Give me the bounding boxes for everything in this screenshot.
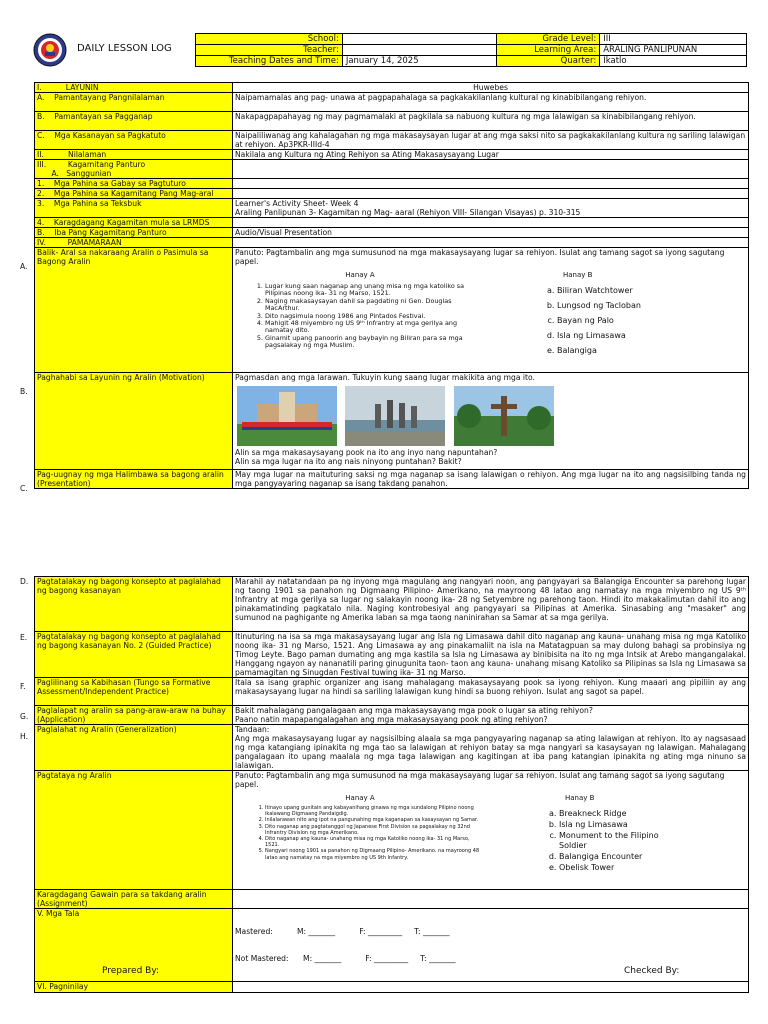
row-label: 2. Mga Pahina sa Kagamitang Pang Mag-aral xyxy=(35,189,233,199)
row-content: Audio/Visual Presentation xyxy=(233,228,749,238)
row-content: Learner's Activity Sheet- Week 4 Araling Panlipunan 3- Kagamitan ng Mag- aaral (Rehiyon VIII- Silangan Visayas) p. 310-315 xyxy=(233,199,749,218)
assessment-hanay-b xyxy=(515,794,705,874)
row-d-content: Marahil ay natatandaan pa ng inyong mga magulang ang nangyari noon, ang pangyayari sa Balangiga Encounter sa parehong lugar ng taong 1901 sa panahon ng Digmaang Pilipino- Amerikano, na mayroong 48 latao ang namatay na mga miyembro ng US 9ᵗʰ Infrantry at mga gerilya sa lugar ng salakayin noong ika- 28 ng Setyembre ng parehong taon. Hindi ito makakalimutan dahil ito ang pinakamatinding pagkatalo nila. Naging kontrobesiyal ang pangyayari sa Pilipinas at Amerika. Sinasabing ang "masaker" ang sumunod na paghigante ng Amerika laban sa mga taong naninirahan sa Samar at sa mga gerilya. xyxy=(233,577,749,632)
quarter-value: Ikatlo xyxy=(600,56,747,67)
row-h-label: Paglalahat ng Aralin (Generalization) xyxy=(35,725,233,771)
row-C xyxy=(35,470,749,489)
assignment-label: Karagdagang Gawain para sa takdang aralin (Assignment) xyxy=(35,890,233,909)
dates-value: January 14, 2025 xyxy=(342,56,497,67)
teacher-value xyxy=(342,45,497,56)
row-i-content xyxy=(233,771,749,890)
row-c-label: Pag-uugnay ng mga Halimbawa sa bagong aralin (Presentation) xyxy=(35,470,233,489)
row-label: 4. Karagdagang Kagamitan mula sa LRMDS xyxy=(35,218,233,228)
assessment-hanay-a-title: Hanay A xyxy=(345,794,375,802)
row-H xyxy=(35,725,749,771)
hanay-a-title: Hanay A xyxy=(345,271,375,279)
quarter-label: Quarter: xyxy=(497,56,600,67)
row-h-body: Ang mga makasaysayang lugar ay nagsisilbing alaala sa mga pangyayaring naganap sa ating lalawigan at rehiyon. Ito ay nagsasaad ng mga katangiang ipinakita ng mga tao sa lalawigan at rehiyon batay sa mga nangyari sa kasaysayan ng lalawigan. Mahalagang pangalagaan ito upang maalala ng mga taga lalawigan ang kagitingan at iba pang katangian ipinakita ng ating mga ninuno sa lalawigan. xyxy=(235,734,746,770)
list-item: d. Balangiga Encounter xyxy=(559,852,669,863)
letter-h: H. xyxy=(20,732,28,741)
row-label: A. Pamantayang Pangnilalaman xyxy=(35,93,233,112)
table-row xyxy=(35,179,749,189)
mastered-line: Mastered: M: _______ F: _________ T: _______ xyxy=(235,927,450,936)
list-item: 5. Ginamit upang panoorin ang baybayin ng Biliran para sa mga pagsalakay ng mga Muslim. xyxy=(265,335,485,350)
row-content: Huwebes xyxy=(233,83,749,93)
row-f-label: Paglilinang sa Kabihasan (Tungo sa Formative Assessment/Independent Practice) xyxy=(35,678,233,706)
list-item: d. Isla ng Limasawa xyxy=(557,328,697,343)
row-label: II. Nilalaman xyxy=(35,150,233,160)
table-row xyxy=(35,112,749,131)
row-content xyxy=(233,160,749,179)
row-d-label: Pagtatalakay ng bagong konsepto at paglalahad ng bagong kasanayan xyxy=(35,577,233,632)
letter-g: G. xyxy=(20,712,29,721)
row-VI xyxy=(35,982,749,993)
row-h-title: Tandaan: xyxy=(235,725,270,734)
assignment-content xyxy=(233,890,749,909)
photo-monument xyxy=(237,386,337,446)
list-item: e. Balangiga xyxy=(557,343,697,358)
list-item: c. Monument to the Filipino Soldier xyxy=(559,831,669,853)
list-item: a. Breakneck Ridge xyxy=(559,809,669,820)
row-I xyxy=(35,771,749,890)
letter-f: F. xyxy=(20,682,26,691)
row-i-label: Pagtataya ng Aralin xyxy=(35,771,233,890)
row-h-content xyxy=(233,725,749,771)
deped-seal xyxy=(33,33,67,67)
row-label: 3. Mga Pahina sa Teksbuk xyxy=(35,199,233,218)
list-item: 4. Mahigit 48 miyembro ng US 9ᵗʰ Infrantry at mga gerilya ang namatay dito. xyxy=(265,320,485,335)
row-assignment xyxy=(35,890,749,909)
row-f-content: Itala sa isang graphic organizer ang isang mahalagang makasaysayang pook sa iyong rehiyon. Kung maaari ang pipiliin ay ang makasaysayang lugar na hindi sa sariling lalawigan kung hindi sa buong rehiyon. Isulat ang sagot sa papel. xyxy=(233,678,749,706)
row-label: I. LAYUNIN xyxy=(35,83,233,93)
row-label: 1. Mga Pahina sa Gabay sa Pagtuturo xyxy=(35,179,233,189)
row-G xyxy=(35,706,749,725)
list-item: 3. Dito nagsimula noong 1986 ang Pintados Festival. xyxy=(265,313,485,320)
row-label: C. Mga Kasanayan sa Pagkatuto xyxy=(35,131,233,150)
row-E xyxy=(35,632,749,678)
list-item: 2. Inilalarawan nito ang ipot na pangunahing mga kaganapan sa kasaysayan ng Samar. xyxy=(265,817,485,823)
row-e-label: Pagtatalakay ng bagong konsepto at paglalahad ng bagong kasanayan No. 2 (Guided Practice) xyxy=(35,632,233,678)
pagninilay-content xyxy=(233,982,749,993)
row-b-content xyxy=(233,373,749,470)
row-a-label: Balik- Aral sa nakaraang Aralin o Pasimula sa Bagong Aralin xyxy=(35,248,233,373)
row-label: IV. PAMAMARAAN xyxy=(35,238,233,248)
row-content xyxy=(233,179,749,189)
letter-d: D. xyxy=(20,577,29,586)
row-b-label: Paghahabi sa Layunin ng Aralin (Motivation) xyxy=(35,373,233,470)
hanay-a-list xyxy=(235,283,485,350)
list-item: b. Lungsod ng Tacloban xyxy=(557,298,697,313)
hanay-a xyxy=(235,271,485,358)
checked-by: Checked By: xyxy=(624,966,680,976)
row-a-instruction: Panuto: Pagtambalin ang mga sumusunod na mga makasaysayang lugar sa rehiyon. Isulat ang tamang sagot sa iyong sagutang papel. xyxy=(235,248,725,266)
row-content xyxy=(233,218,749,228)
teacher-label: Teacher: xyxy=(196,45,343,56)
list-item: a. Biliran Watchtower xyxy=(557,283,697,298)
row-D xyxy=(35,577,749,632)
letter-e: E. xyxy=(20,633,28,642)
assessment-hanay-a xyxy=(235,794,485,874)
prepared-by: Prepared By: xyxy=(102,966,160,976)
row-b-question-2: Alin sa mga lugar na ito ang nais ninyong puntahan? Bakit? xyxy=(235,457,462,466)
assessment-hanay-a-list xyxy=(235,805,485,861)
row-a-content xyxy=(233,248,749,373)
row-content: Nakilala ang Kultura ng Ating Rehiyon sa Ating Makasaysayang Lugar xyxy=(233,150,749,160)
table-row xyxy=(35,218,749,228)
row-label: B. Pamantayan sa Pagganap xyxy=(35,112,233,131)
row-i-instruction: Panuto: Pagtambalin ang mga sumusunod na mga makasaysayang lugar sa rehiyon. Isulat ang tamang sagot sa iyong sagutang papel. xyxy=(235,771,725,789)
row-A xyxy=(35,248,749,373)
area-label: Learning Area: xyxy=(497,45,600,56)
hanay-b-title: Hanay B xyxy=(563,271,593,279)
table-row xyxy=(35,150,749,160)
row-content: Naipamamalas ang pag- unawa at pagpapahalaga sa pagkakakilanlang kultural ng kinabibilangang rehiyon. xyxy=(233,93,749,112)
table-row xyxy=(35,199,749,218)
assessment-hanay-b-title: Hanay B xyxy=(565,794,595,802)
row-g-content: Bakit mahalagang pangalagaan ang mga makasaysayang mga pook o lugar sa ating rehiyon? Paano natin mapapangalagahan ang mga makasaysayang pook ng ating rehiyon? xyxy=(233,706,749,725)
not-mastered-line: Not Mastered: M: _______ F: _________ T: _______ xyxy=(235,954,456,963)
row-c-content: May mga lugar na maituturing saksi ng mga naganap sa isang lalawigan o rehiyon. Ang mga lugar na ito ang nagsisilbing tanda ng mga pangyayaring naganap sa isang takdang panahon. xyxy=(233,470,749,489)
list-item: 5. Nangyari noong 1901 sa panahon ng Digmaang Pilipino- Amerikano. na mayroong 48 latao ang namatay na mga miyembro ng US 9th Infantry. xyxy=(265,848,485,860)
row-e-content: Itinuturing na isa sa mga makasaysayang lugar ang Isla ng Limasawa dahil dito naganap ang kauna- unahang misa ng mga Katoliko noong ika- 31 ng Marso, 1521. Ang Limasawa ay ang pinakamaliit na isla na Matatagpuan sa may dulong bahagi sa probinsiya ng Timog Leyte. Bago paman dumating ang mga kastila sa Isla ng Limasawa ay binibisita na ito ng mga Intsik at Arebo mangangalakal. Hanggang ngayon ay nananatili paring ginugunita taon- taon ang kauna- unahang misang Katoliko sa Pilipinas sa Isla ng Limasawa sa pamamagitan ng Sinugdan Festival tuwing ika- 31 ng Marso. xyxy=(233,632,749,678)
row-content xyxy=(233,189,749,199)
hanay-b-list xyxy=(541,283,697,358)
row-b-instruction: Pagmasdan ang mga larawan. Tukuyin kung saang lugar makikita ang mga ito. xyxy=(235,373,535,382)
list-item: e. Obelisk Tower xyxy=(559,863,669,874)
list-item: 2. Naging makasaysayan dahil sa pagdating ni Gen. Douglas MacArthur. xyxy=(265,298,485,313)
hanay-b xyxy=(527,271,697,358)
row-label: III. Kagamitang Panturo A. Sanggunian xyxy=(35,160,233,179)
lesson-table-top xyxy=(34,82,749,489)
lesson-table-bottom xyxy=(34,576,749,993)
list-item: 1. Lugar kung saan naganap ang unang misa ng mga katoliko sa Pilipinas noong ika- 31 ng Marso, 1521. xyxy=(265,283,485,298)
table-row xyxy=(35,83,749,93)
header-table xyxy=(195,33,747,67)
row-F xyxy=(35,678,749,706)
photo-leyte-landing xyxy=(345,386,445,446)
list-item: c. Bayan ng Palo xyxy=(557,313,697,328)
dates-label: Teaching Dates and Time: xyxy=(196,56,343,67)
row-content: Nakapagpapahayag ng may pagmamalaki at pagkilala sa nabuong kultura ng mga lalawigan sa kinabibilangang rehiyon. xyxy=(233,112,749,131)
table-row xyxy=(35,189,749,199)
table-row xyxy=(35,131,749,150)
letter-c: C. xyxy=(20,484,28,493)
letter-b: B. xyxy=(20,387,28,396)
photo-cross xyxy=(454,386,554,446)
grade-label: Grade Level: xyxy=(497,34,600,45)
page-title: DAILY LESSON LOG xyxy=(77,43,172,54)
table-row xyxy=(35,228,749,238)
list-item: 4. Dito naganap ang kauna- unahang misa ng mga Katoliko noong ika- 31 ng Marso, 1521. xyxy=(265,836,485,848)
table-row xyxy=(35,238,749,248)
row-b-question-1: Alin sa mga makasaysayang pook na ito ang inyo nang napuntahan? xyxy=(235,448,498,457)
school-label: School: xyxy=(196,34,343,45)
list-item: 1. Itinayo upang gunitain ang kabayanihang ginawa ng mga sundalong Pilipino noong ikalawang Digmaang Pandaigdig. xyxy=(265,805,485,817)
row-B xyxy=(35,373,749,470)
school-value xyxy=(342,34,497,45)
table-row xyxy=(35,93,749,112)
grade-value: III xyxy=(600,34,747,45)
list-item: b. Isla ng Limasawa xyxy=(559,820,669,831)
photo-strip xyxy=(237,386,746,446)
area-value: ARALING PANLIPUNAN xyxy=(600,45,747,56)
list-item: 3. Dito naganap ang pagtatanggol ng Japanese First Division sa pagsalakay ng 32nd Infrantry Division ng mga Amerikano. xyxy=(265,824,485,836)
pagninilay-label: VI. Pagninilay xyxy=(35,982,233,993)
mga-tala-label: V. Mga Tala xyxy=(35,909,233,982)
row-label: B. Iba Pang Kagamitang Panturo xyxy=(35,228,233,238)
row-g-label: Paglalapat ng aralin sa pang-araw-araw na buhay (Application) xyxy=(35,706,233,725)
row-content: Naipaliliwanag ang kahalagahan ng mga makasaysayan lugar at ang mga saksi nito sa pagkakakilanlang kultura ng sariling lalawigan at rehiyon. Ap3PKR-IIId-4 xyxy=(233,131,749,150)
assessment-hanay-b-list xyxy=(543,809,669,874)
letter-a: A. xyxy=(20,262,28,271)
row-content xyxy=(233,238,749,248)
table-row xyxy=(35,160,749,179)
